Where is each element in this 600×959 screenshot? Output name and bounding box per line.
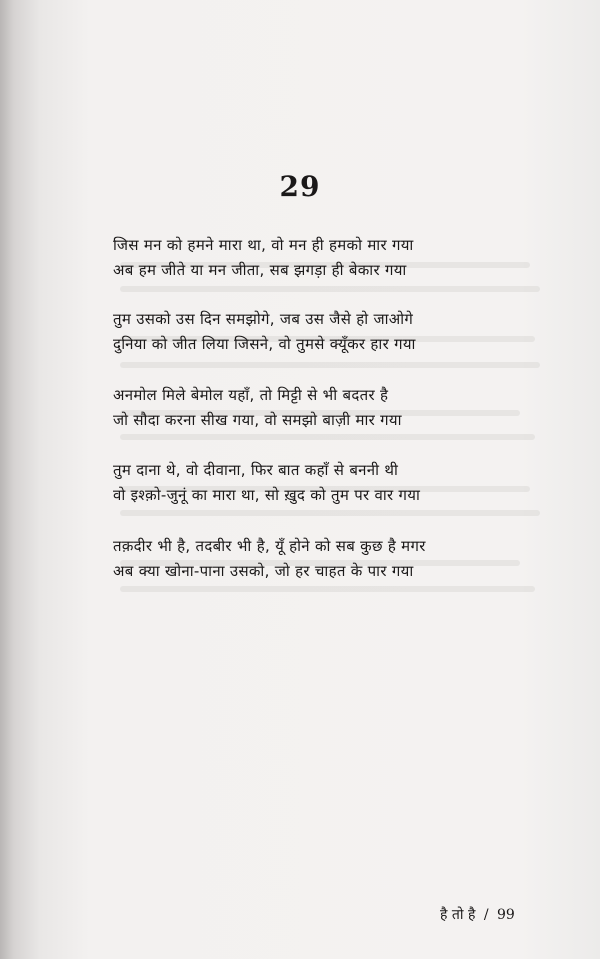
- poem-line: अनमोल मिले बेमोल यहाँ, तो मिट्टी से भी बदतर है: [113, 386, 389, 404]
- poem-line: तुम उसको उस दिन समझोगे, जब उस जैसे हो जाओगे: [113, 310, 414, 328]
- stanza-4: [113, 458, 533, 508]
- stanza-1: [113, 233, 533, 283]
- poem-line: दुनिया को जीत लिया जिसने, वो तुमसे क्यूँकर हार गया: [113, 335, 416, 353]
- page-footer: [440, 905, 570, 924]
- stanza-2: [113, 307, 533, 357]
- footer-separator: /: [483, 907, 489, 923]
- poem-line: वो इश्क़ो-जुनूं का मारा था, सो ख़ुद को तुम पर वार गया: [113, 486, 421, 504]
- poem-line: तुम दाना थे, वो दीवाना, फिर बात कहाँ से बननी थी: [113, 461, 399, 479]
- poem-line: अब हम जीते या मन जीता, सब झगड़ा ही बेकार गया: [113, 261, 407, 279]
- book-title: है तो है: [440, 907, 476, 923]
- page-number: 99: [497, 907, 515, 923]
- poem-line: जिस मन को हमने मारा था, वो मन ही हमको मार गया: [113, 236, 414, 254]
- stanza-3: [113, 383, 533, 433]
- poem-line: अब क्या खोना-पाना उसको, जो हर चाहत के पार गया: [113, 562, 414, 580]
- poem-number-heading: 29: [279, 170, 321, 203]
- poem-line: जो सौदा करना सीख गया, वो समझो बाज़ी मार गया: [113, 411, 402, 429]
- poem-line: तक़दीर भी है, तदबीर भी है, यूँ होने को सब कुछ है मगर: [113, 537, 426, 555]
- stanza-5: [113, 534, 533, 584]
